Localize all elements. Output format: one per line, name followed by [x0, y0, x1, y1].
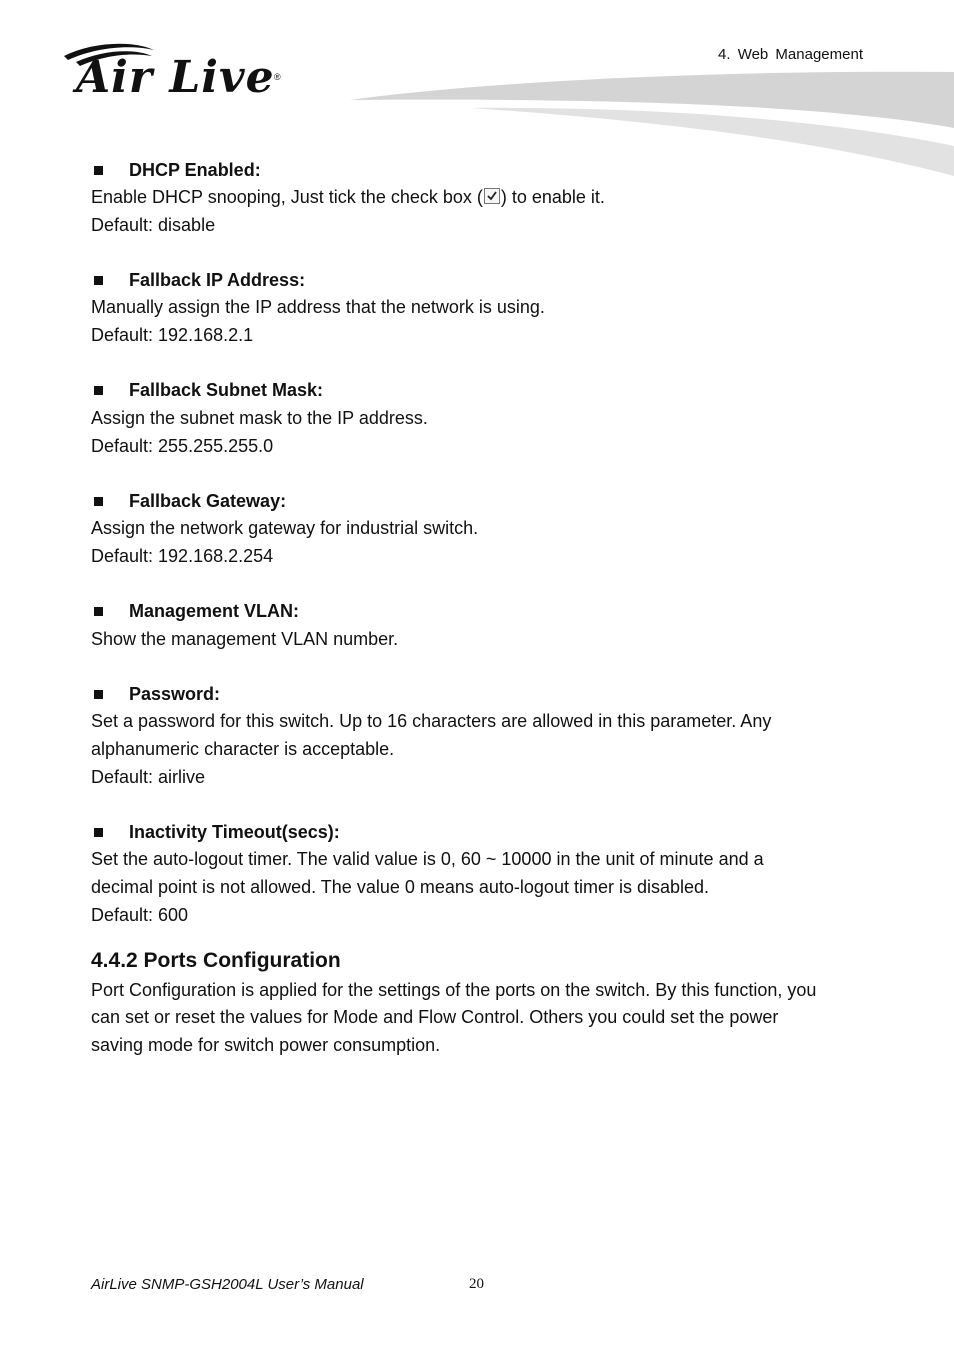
- bullet-square-icon: [94, 276, 103, 285]
- body-text: ) to enable it.: [500, 187, 605, 207]
- section-fallback-gateway: [91, 487, 871, 570]
- airlive-logo: Air Live: [76, 52, 275, 103]
- bullet-square-icon: [94, 690, 103, 699]
- body-text: Enable DHCP snooping, Just tick the check box (: [91, 187, 483, 207]
- body-text: Manually assign the IP address that the network is using.: [91, 297, 545, 318]
- body-text: Port Configuration is applied for the settings of the ports on the switch. By this function, you: [91, 979, 817, 1000]
- section-title: DHCP Enabled:: [129, 159, 261, 180]
- section-title: Inactivity Timeout(secs):: [129, 821, 340, 842]
- section-title: Fallback Subnet Mask:: [129, 380, 324, 401]
- section-password: [91, 680, 871, 791]
- footer-manual-title: AirLive SNMP-GSH2004L User’s Manual: [91, 1276, 364, 1293]
- default-value: Default: 255.255.255.0: [91, 435, 274, 456]
- body-text: Show the management VLAN number.: [91, 628, 399, 649]
- section-fallback-subnet: [91, 377, 871, 460]
- section-dhcp-enabled: [91, 156, 871, 239]
- body-text: saving mode for switch power consumption.: [91, 1034, 441, 1055]
- bullet-square-icon: [94, 828, 103, 837]
- default-value: Default: 192.168.2.254: [91, 545, 274, 566]
- section-title: Fallback IP Address:: [129, 269, 306, 290]
- section-title: Fallback Gateway:: [129, 490, 287, 511]
- body-text: alphanumeric character is acceptable.: [91, 739, 395, 760]
- bullet-square-icon: [94, 166, 103, 175]
- default-value: Default: 600: [91, 904, 189, 925]
- running-head: 4. Web Management: [718, 46, 863, 63]
- body-text: Set a password for this switch. Up to 16 characters are allowed in this parameter. Any: [91, 711, 772, 732]
- default-value: Default: disable: [91, 214, 216, 235]
- checked-checkbox-icon: [484, 188, 500, 204]
- section-management-vlan: [91, 598, 871, 654]
- section-inactivity-timeout: [91, 818, 871, 929]
- registered-mark: ®: [274, 72, 281, 82]
- default-value: Default: airlive: [91, 766, 206, 787]
- bullet-square-icon: [94, 386, 103, 395]
- default-value: Default: 192.168.2.1: [91, 325, 254, 346]
- body-text: can set or reset the values for Mode and Flow Control. Others you could set the power: [91, 1007, 779, 1028]
- section-title: Password:: [129, 683, 221, 704]
- bullet-square-icon: [94, 497, 103, 506]
- body-text: Assign the network gateway for industrial switch.: [91, 518, 479, 539]
- section-fallback-ip: [91, 266, 871, 349]
- body-text: decimal point is not allowed. The value 0 means auto-logout timer is disabled.: [91, 877, 710, 898]
- body-text: Set the auto-logout timer. The valid value is 0, 60 ~ 10000 in the unit of minute and a: [91, 849, 764, 870]
- ports-configuration-heading: 4.4.2 Ports Configuration: [91, 948, 341, 972]
- section-title: Management VLAN:: [129, 601, 300, 622]
- bullet-square-icon: [94, 607, 103, 616]
- footer-page-number: 20: [469, 1276, 484, 1292]
- body-text: Assign the subnet mask to the IP address.: [91, 407, 428, 428]
- page-content: [91, 156, 871, 1060]
